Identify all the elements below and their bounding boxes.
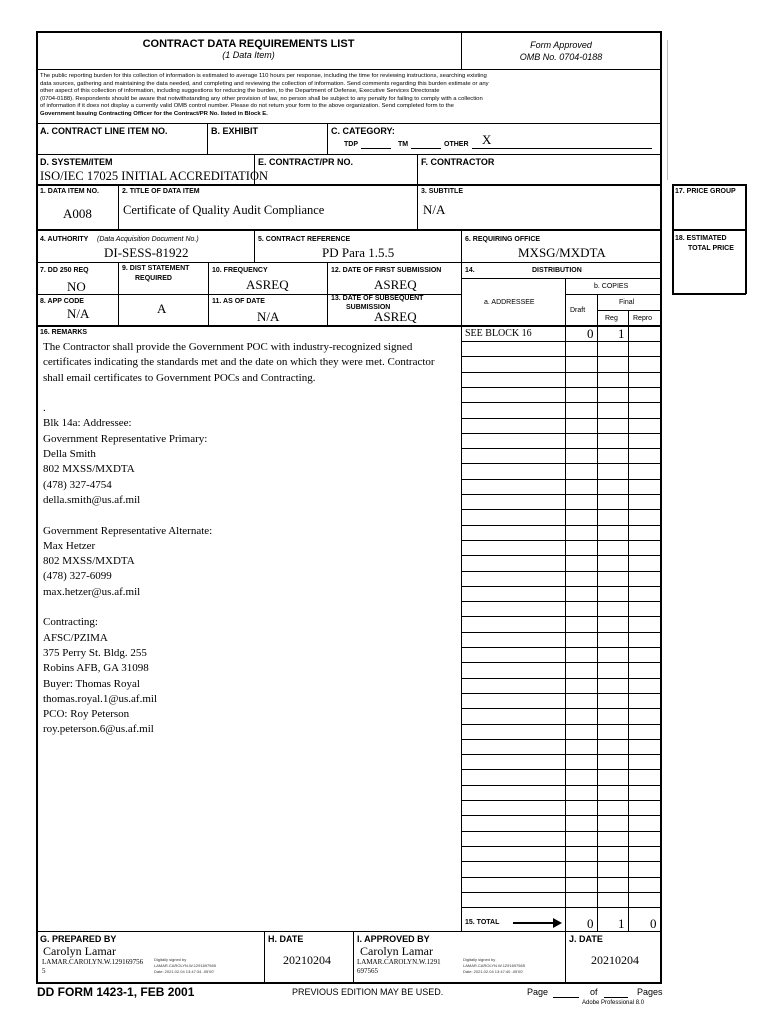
first-submission-value[interactable]: ASREQ: [374, 277, 417, 292]
distribution-row-line: [461, 739, 661, 740]
form-approved: Form Approved: [530, 40, 592, 50]
remarks-line: .: [43, 402, 46, 415]
label-system-item: D. SYSTEM/ITEM: [40, 157, 113, 167]
form-title-block: [36, 38, 461, 61]
label-contract-line-item: A. CONTRACT LINE ITEM NO.: [40, 126, 168, 136]
label-prepared-by: G. PREPARED BY: [40, 934, 117, 944]
contract-reference-value[interactable]: PD Para 1.5.5: [322, 245, 395, 260]
remarks-line: [43, 508, 458, 523]
adobe-version: Adobe Professional 8.0: [582, 1000, 645, 1006]
prepared-digital-2: LAMAR.CAROLYN.W.1291697565: [154, 963, 216, 968]
label-exhibit: B. EXHIBIT: [211, 126, 259, 136]
burden-line: Government Issuing Contracting Officer for the Contract/PR No. listed in Block E.: [40, 110, 268, 117]
distribution-row-line: [461, 571, 661, 572]
distribution-row-line: [461, 708, 661, 709]
prepared-id-2: 5: [42, 967, 46, 975]
authority-value[interactable]: DI-SESS-81922: [104, 245, 189, 260]
label-dd250: 7. DD 250 REQ: [40, 267, 89, 274]
label-category: C. CATEGORY:: [331, 126, 395, 136]
remarks-line: Government Representative Primary:: [43, 432, 208, 445]
remarks-line: [43, 600, 458, 615]
distribution-row-line: [461, 540, 661, 541]
j-date-value: 20210204: [591, 953, 639, 967]
title-value[interactable]: Certificate of Quality Audit Compliance: [123, 203, 325, 217]
distribution-row-line: [461, 525, 661, 526]
remarks-line: 802 MXSS/MXDTA: [43, 463, 135, 476]
label-subsequent-sub: SUBMISSION: [346, 304, 391, 311]
burden-line: data sources, gathering and maintaining the data needed, and completing and reviewing the collection of information. Send comments regarding this burden estimate or any: [40, 80, 489, 87]
distribution-row-line: [461, 479, 661, 480]
distribution-row-line: [461, 555, 661, 556]
remarks-line: [43, 386, 458, 401]
distribution-row-line: [461, 724, 661, 725]
label-copies: b. COPIES: [594, 283, 629, 290]
remarks-line: 375 Perry St. Bldg. 255: [43, 646, 147, 659]
distribution-row-line: [461, 892, 661, 893]
label-price-group: 17. PRICE GROUP: [675, 188, 736, 195]
label-total-price: TOTAL PRICE: [688, 245, 734, 252]
distribution-row-line: [461, 831, 661, 832]
label-tdp: TDP: [344, 141, 358, 148]
arrow-right-icon: [553, 918, 562, 928]
distribution-row-line: [461, 387, 661, 388]
distribution-row-line: [461, 785, 661, 786]
distribution-row-line: [461, 632, 661, 633]
distribution-row-line: [461, 418, 661, 419]
distribution-row-line: [461, 693, 661, 694]
remarks-line: della.smith@us.af.mil: [43, 493, 141, 506]
label-addressee: a. ADDRESSEE: [484, 299, 535, 306]
remarks-line: Buyer: Thomas Royal: [43, 677, 140, 690]
total-reg[interactable]: 1: [618, 916, 625, 931]
approved-digital-3: Date: 2021.02.04 13:47:40 -05'00': [463, 969, 524, 974]
distribution-row-line: [461, 433, 661, 434]
label-distribution: DISTRIBUTION: [532, 267, 582, 274]
requiring-office-value[interactable]: MXSG/MXDTA: [518, 245, 606, 260]
distribution-row-line: [461, 861, 661, 862]
distribution-row-line: [461, 372, 661, 373]
distribution-row-line: [461, 846, 661, 847]
omb-block: [461, 39, 661, 63]
label-subsequent: 13. DATE OF SUBSEQUENT: [331, 295, 424, 302]
dd250-value[interactable]: NO: [67, 279, 86, 294]
label-h-date: H. DATE: [268, 934, 304, 944]
remarks-line: Government Representative Alternate:: [43, 524, 213, 537]
app-code-value[interactable]: N/A: [67, 306, 90, 321]
label-authority-sub: (Data Acquisition Document No.): [97, 236, 199, 243]
label-block14: 14.: [465, 267, 475, 274]
distribution-row-line: [461, 601, 661, 602]
remarks-line: Della Smith: [43, 448, 96, 461]
distribution-row-line: [461, 494, 661, 495]
label-contractor: F. CONTRACTOR: [421, 157, 495, 167]
subtitle-value[interactable]: N/A: [423, 202, 446, 217]
frequency-value[interactable]: ASREQ: [246, 277, 289, 292]
distribution-row-line: [461, 356, 661, 357]
label-as-of-date: 11. AS OF DATE: [212, 298, 265, 305]
total-arrow-line: [513, 922, 555, 924]
burden-line: of information if it does not display a currently valid OMB control number. Please do not return your form to the above organization. Send completed form to the: [40, 103, 454, 110]
label-app-code: 8. APP CODE: [40, 298, 84, 305]
distribution-row-line: [461, 448, 661, 449]
distribution-row-line: [461, 509, 661, 510]
approved-id: LAMAR.CAROLYN.W.1291: [357, 958, 441, 966]
remarks-line: shall email certificates to Government POCs and Contracting.: [43, 371, 316, 384]
label-frequency: 10. FREQUENCY: [212, 267, 268, 274]
burden-line: (0704-0188). Respondents should be aware that notwithstanding any other provision of law, no person shall be subject to any penalty for failing to comply with a collection: [40, 95, 483, 102]
distribution-row-line: [461, 877, 661, 878]
form-subtitle: (1 Data Item): [222, 50, 275, 60]
distribution-row-line: [461, 463, 661, 464]
total-draft[interactable]: 0: [587, 916, 594, 931]
label-contract-pr: E. CONTRACT/PR NO.: [258, 157, 354, 167]
remarks-line: Robins AFB, GA 31098: [43, 662, 149, 675]
distribution-row-line: [461, 586, 661, 587]
distribution-row-line: [461, 341, 661, 342]
label-total: 15. TOTAL: [465, 919, 500, 926]
remarks-line: certificates indicating the standards met and the date on which they were met. Contractor: [43, 356, 435, 369]
approved-name: Carolyn Lamar: [360, 944, 433, 958]
approved-id-2: 697565: [357, 967, 378, 975]
label-dist-statement: 9. DIST STATEMENT: [122, 265, 190, 272]
distribution-row-line: [461, 800, 661, 801]
data-item-no-value[interactable]: A008: [63, 206, 92, 221]
page-label: Page: [527, 987, 549, 997]
distribution-row-line: [461, 662, 661, 663]
category-other-value[interactable]: X: [482, 132, 492, 147]
label-data-item-no: 1. DATA ITEM NO.: [40, 188, 99, 195]
remarks-text[interactable]: [43, 340, 458, 738]
remarks-line: roy.peterson.6@us.af.mil: [43, 723, 154, 736]
approved-digital-2: LAMAR.CAROLYN.W.1291697565: [463, 963, 525, 968]
label-final: Final: [619, 299, 635, 306]
label-j-date: J. DATE: [569, 934, 603, 944]
remarks-line: AFSC/PZIMA: [43, 631, 108, 644]
label-authority: 4. AUTHORITY: [40, 236, 89, 243]
distribution-row-line: [461, 815, 661, 816]
distribution-addressee[interactable]: SEE BLOCK 16: [465, 328, 532, 339]
distribution-row-line: [461, 769, 661, 770]
remarks-line: Blk 14a: Addressee:: [43, 417, 132, 430]
remarks-line: The Contractor shall provide the Government POC with industry-recognized signed: [43, 341, 413, 353]
subsequent-value[interactable]: ASREQ: [374, 309, 417, 324]
prepared-digital-1: Digitally signed by: [154, 957, 187, 962]
label-title: 2. TITLE OF DATA ITEM: [122, 188, 200, 195]
remarks-line: (478) 327-4754: [43, 478, 112, 491]
remarks-line: PCO: Roy Peterson: [43, 708, 130, 721]
previous-edition: PREVIOUS EDITION MAY BE USED.: [292, 987, 444, 997]
dist-statement-value[interactable]: A: [157, 301, 167, 316]
distribution-row-line: [461, 678, 661, 679]
approved-digital-1: Digitally signed by: [463, 957, 496, 962]
remarks-line: Max Hetzer: [43, 539, 96, 552]
remarks-line: Contracting:: [43, 616, 98, 629]
burden-line: The public reporting burden for this collection of information is estimated to average 110 hours per response, including the time for reviewing instructions, searching existing: [40, 73, 487, 79]
label-other: OTHER: [444, 141, 469, 148]
omb-number: OMB No. 0704-0188: [519, 52, 603, 62]
system-item-value[interactable]: ISO/IEC 17025 INITIAL ACCREDITATION: [40, 169, 269, 183]
burden-statement: [40, 73, 660, 119]
distribution-reg[interactable]: 1: [618, 326, 625, 341]
burden-line: other aspect of this collection of information, including suggestions for reducing the burden, to the Department of Defense, Executive Services Directorate: [40, 88, 440, 95]
label-reg: Reg: [605, 315, 618, 322]
distribution-row-line: [461, 754, 661, 755]
remarks-line: (478) 327-6099: [43, 570, 112, 583]
label-estimated: 18. ESTIMATED: [675, 235, 727, 242]
label-approved-by: I. APPROVED BY: [357, 934, 430, 944]
remarks-line: thomas.royal.1@us.af.mil: [43, 692, 158, 705]
h-date-value: 20210204: [283, 953, 331, 967]
label-first-submission: 12. DATE OF FIRST SUBMISSION: [331, 267, 442, 274]
distribution-row-line: [461, 647, 661, 648]
label-contract-reference: 5. CONTRACT REFERENCE: [258, 236, 351, 243]
form-title: CONTRACT DATA REQUIREMENTS LIST: [142, 38, 355, 50]
distribution-draft[interactable]: 0: [587, 326, 594, 341]
form-number: DD FORM 1423-1, FEB 2001: [37, 985, 195, 999]
prepared-name: Carolyn Lamar: [43, 944, 116, 958]
total-repro[interactable]: 0: [650, 916, 657, 931]
remarks-line: 802 MXSS/MXDTA: [43, 555, 135, 568]
label-subtitle: 3. SUBTITLE: [421, 188, 464, 195]
prepared-digital-3: Date: 2021.02.04 13:47:34 -05'00': [154, 969, 215, 974]
pages-label: Pages: [637, 987, 663, 997]
distribution-row-line: [461, 907, 661, 908]
label-draft: Draft: [570, 307, 586, 314]
as-of-date-value[interactable]: N/A: [257, 309, 280, 324]
remarks-line: max.hetzer@us.af.mil: [43, 585, 141, 598]
of-label: of: [590, 987, 598, 997]
prepared-id: LAMAR.CAROLYN.W.129169756: [42, 958, 144, 966]
label-remarks: 16. REMARKS: [40, 329, 88, 336]
label-tm: TM: [398, 141, 409, 148]
label-dist-required: REQUIRED: [135, 275, 172, 282]
distribution-row-line: [461, 616, 661, 617]
label-repro: Repro: [633, 315, 653, 322]
distribution-row-line: [461, 402, 661, 403]
label-requiring-office: 6. REQUIRING OFFICE: [465, 236, 541, 243]
